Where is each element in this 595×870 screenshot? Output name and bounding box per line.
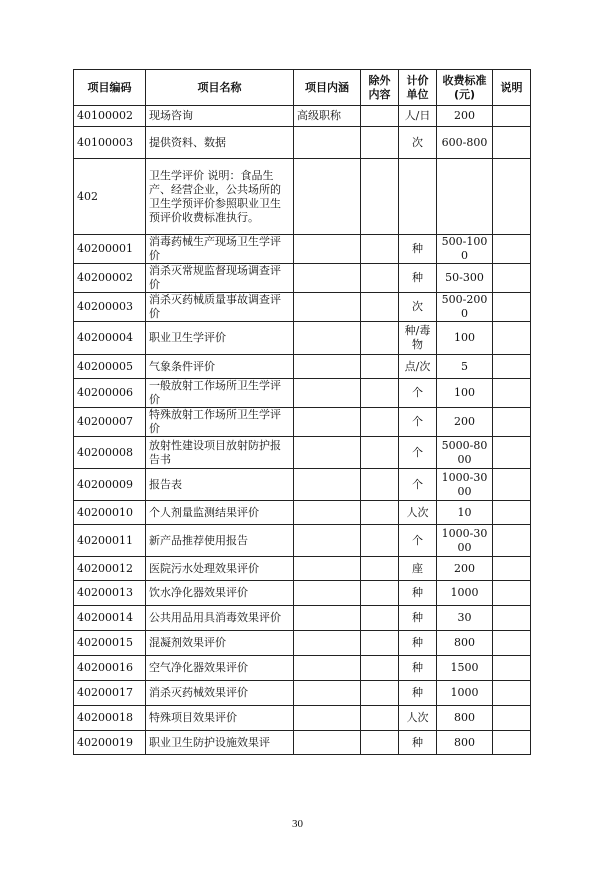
row-code: 40200013 bbox=[74, 581, 146, 606]
row-content bbox=[294, 469, 361, 501]
row-note bbox=[493, 408, 531, 437]
table-row bbox=[74, 469, 531, 501]
row-excluded bbox=[361, 293, 399, 322]
table-row bbox=[74, 501, 531, 525]
row-unit: 人/日 bbox=[399, 106, 437, 127]
row-excluded bbox=[361, 501, 399, 525]
row-excluded bbox=[361, 379, 399, 408]
table-row bbox=[74, 437, 531, 469]
row-note bbox=[493, 379, 531, 408]
row-name: 空气净化器效果评价 bbox=[146, 656, 294, 681]
row-content bbox=[294, 731, 361, 755]
row-note bbox=[493, 235, 531, 264]
row-excluded bbox=[361, 706, 399, 731]
header-unit: 计价单位 bbox=[399, 70, 437, 106]
row-code: 40200010 bbox=[74, 501, 146, 525]
row-excluded bbox=[361, 235, 399, 264]
row-fee: 800 bbox=[437, 706, 493, 731]
table-row bbox=[74, 293, 531, 322]
row-content: 高级职称 bbox=[294, 106, 361, 127]
row-code: 40200007 bbox=[74, 408, 146, 437]
row-code: 40200005 bbox=[74, 355, 146, 379]
row-excluded bbox=[361, 355, 399, 379]
row-fee: 100 bbox=[437, 322, 493, 355]
row-fee: 1000-3000 bbox=[437, 469, 493, 501]
row-unit: 种 bbox=[399, 606, 437, 631]
row-note bbox=[493, 731, 531, 755]
row-note bbox=[493, 631, 531, 656]
row-fee: 800 bbox=[437, 731, 493, 755]
row-fee: 100 bbox=[437, 379, 493, 408]
row-name: 饮水净化器效果评价 bbox=[146, 581, 294, 606]
row-unit: 种 bbox=[399, 235, 437, 264]
row-fee: 10 bbox=[437, 501, 493, 525]
row-unit: 种 bbox=[399, 731, 437, 755]
row-unit: 个 bbox=[399, 437, 437, 469]
row-unit: 个 bbox=[399, 379, 437, 408]
row-note bbox=[493, 525, 531, 557]
row-unit: 个 bbox=[399, 525, 437, 557]
row-unit: 个 bbox=[399, 408, 437, 437]
row-excluded bbox=[361, 581, 399, 606]
row-content bbox=[294, 127, 361, 159]
row-unit bbox=[399, 159, 437, 235]
row-excluded bbox=[361, 681, 399, 706]
row-name: 医院污水处理效果评价 bbox=[146, 557, 294, 581]
row-code: 40200004 bbox=[74, 322, 146, 355]
row-code: 40200009 bbox=[74, 469, 146, 501]
row-code: 40200018 bbox=[74, 706, 146, 731]
row-excluded bbox=[361, 557, 399, 581]
table-body bbox=[74, 106, 531, 755]
row-code: 40200008 bbox=[74, 437, 146, 469]
row-content bbox=[294, 355, 361, 379]
row-name: 消毒药械生产现场卫生学评价 bbox=[146, 235, 294, 264]
header-fee: 收费标准(元) bbox=[437, 70, 493, 106]
table-row bbox=[74, 379, 531, 408]
row-name: 消杀灭药械质量事故调查评价 bbox=[146, 293, 294, 322]
row-fee: 1000-3000 bbox=[437, 525, 493, 557]
table-row bbox=[74, 656, 531, 681]
row-code: 40100002 bbox=[74, 106, 146, 127]
row-excluded bbox=[361, 631, 399, 656]
row-fee: 5 bbox=[437, 355, 493, 379]
row-excluded bbox=[361, 656, 399, 681]
row-excluded bbox=[361, 159, 399, 235]
row-unit: 种 bbox=[399, 631, 437, 656]
table-row bbox=[74, 581, 531, 606]
table-row bbox=[74, 557, 531, 581]
row-fee: 1000 bbox=[437, 581, 493, 606]
table-row bbox=[74, 127, 531, 159]
table-row bbox=[74, 631, 531, 656]
row-unit: 次 bbox=[399, 293, 437, 322]
row-unit: 种 bbox=[399, 681, 437, 706]
row-name: 职业卫生学评价 bbox=[146, 322, 294, 355]
row-content bbox=[294, 656, 361, 681]
header-note: 说明 bbox=[493, 70, 531, 106]
row-fee: 800 bbox=[437, 631, 493, 656]
row-content bbox=[294, 706, 361, 731]
row-content bbox=[294, 525, 361, 557]
row-excluded bbox=[361, 264, 399, 293]
row-note bbox=[493, 557, 531, 581]
row-note bbox=[493, 437, 531, 469]
row-name: 消杀灭药械效果评价 bbox=[146, 681, 294, 706]
page-number: 30 bbox=[292, 818, 303, 830]
row-unit: 座 bbox=[399, 557, 437, 581]
row-fee: 50-300 bbox=[437, 264, 493, 293]
row-content bbox=[294, 293, 361, 322]
row-content bbox=[294, 681, 361, 706]
row-note bbox=[493, 322, 531, 355]
row-note bbox=[493, 106, 531, 127]
row-excluded bbox=[361, 606, 399, 631]
row-note bbox=[493, 581, 531, 606]
row-note bbox=[493, 264, 531, 293]
row-name: 公共用品用具消毒效果评价 bbox=[146, 606, 294, 631]
row-code: 40200016 bbox=[74, 656, 146, 681]
row-excluded bbox=[361, 408, 399, 437]
row-name: 一般放射工作场所卫生学评价 bbox=[146, 379, 294, 408]
row-excluded bbox=[361, 106, 399, 127]
header-code: 项目编码 bbox=[74, 70, 146, 106]
row-name: 提供资料、数据 bbox=[146, 127, 294, 159]
row-content bbox=[294, 501, 361, 525]
row-fee: 5000-8000 bbox=[437, 437, 493, 469]
row-excluded bbox=[361, 731, 399, 755]
row-name: 新产品推荐使用报告 bbox=[146, 525, 294, 557]
table-row bbox=[74, 706, 531, 731]
row-code: 40200002 bbox=[74, 264, 146, 293]
row-fee bbox=[437, 159, 493, 235]
row-name: 混凝剂效果评价 bbox=[146, 631, 294, 656]
row-content bbox=[294, 437, 361, 469]
row-fee: 500-2000 bbox=[437, 293, 493, 322]
row-name: 个人剂量监测结果评价 bbox=[146, 501, 294, 525]
row-code: 40200019 bbox=[74, 731, 146, 755]
row-unit: 种 bbox=[399, 581, 437, 606]
row-excluded bbox=[361, 437, 399, 469]
row-name: 放射性建设项目放射防护报告书 bbox=[146, 437, 294, 469]
row-content bbox=[294, 159, 361, 235]
table-row bbox=[74, 106, 531, 127]
row-note bbox=[493, 469, 531, 501]
row-unit: 个 bbox=[399, 469, 437, 501]
row-content bbox=[294, 235, 361, 264]
row-excluded bbox=[361, 525, 399, 557]
row-unit: 种/毒物 bbox=[399, 322, 437, 355]
row-excluded bbox=[361, 469, 399, 501]
row-code: 40200017 bbox=[74, 681, 146, 706]
table-row bbox=[74, 264, 531, 293]
row-unit: 点/次 bbox=[399, 355, 437, 379]
row-fee: 500-1000 bbox=[437, 235, 493, 264]
row-name: 气象条件评价 bbox=[146, 355, 294, 379]
row-content bbox=[294, 606, 361, 631]
table-row bbox=[74, 235, 531, 264]
row-note bbox=[493, 501, 531, 525]
table-row bbox=[74, 355, 531, 379]
row-content bbox=[294, 379, 361, 408]
row-unit: 种 bbox=[399, 656, 437, 681]
row-name: 卫生学评价 说明：食品生产、经营企业，公共场所的卫生学预评价参照职业卫生预评价收费标准执行。 bbox=[146, 159, 294, 235]
table-row bbox=[74, 159, 531, 235]
row-fee: 200 bbox=[437, 557, 493, 581]
row-name: 特殊项目效果评价 bbox=[146, 706, 294, 731]
fee-schedule-table bbox=[73, 69, 531, 755]
row-content bbox=[294, 557, 361, 581]
row-note bbox=[493, 656, 531, 681]
row-code: 40100003 bbox=[74, 127, 146, 159]
header-name: 项目名称 bbox=[146, 70, 294, 106]
row-note bbox=[493, 127, 531, 159]
row-fee: 1000 bbox=[437, 681, 493, 706]
table-header-row bbox=[74, 70, 531, 106]
row-code: 40200014 bbox=[74, 606, 146, 631]
row-unit: 人次 bbox=[399, 501, 437, 525]
row-code: 40200015 bbox=[74, 631, 146, 656]
row-note bbox=[493, 355, 531, 379]
row-fee: 200 bbox=[437, 408, 493, 437]
table-row bbox=[74, 525, 531, 557]
table-row bbox=[74, 408, 531, 437]
row-code: 402 bbox=[74, 159, 146, 235]
row-note bbox=[493, 293, 531, 322]
header-content: 项目内涵 bbox=[294, 70, 361, 106]
row-code: 40200003 bbox=[74, 293, 146, 322]
row-fee: 200 bbox=[437, 106, 493, 127]
table-row bbox=[74, 731, 531, 755]
row-note bbox=[493, 681, 531, 706]
table-row bbox=[74, 322, 531, 355]
row-name: 报告表 bbox=[146, 469, 294, 501]
row-excluded bbox=[361, 127, 399, 159]
row-content bbox=[294, 322, 361, 355]
row-note bbox=[493, 159, 531, 235]
row-unit: 次 bbox=[399, 127, 437, 159]
row-name: 现场咨询 bbox=[146, 106, 294, 127]
row-content bbox=[294, 264, 361, 293]
row-unit: 种 bbox=[399, 264, 437, 293]
row-code: 40200006 bbox=[74, 379, 146, 408]
row-content bbox=[294, 581, 361, 606]
table-row bbox=[74, 681, 531, 706]
row-fee: 600-800 bbox=[437, 127, 493, 159]
row-code: 40200011 bbox=[74, 525, 146, 557]
row-unit: 人次 bbox=[399, 706, 437, 731]
row-name: 特殊放射工作场所卫生学评价 bbox=[146, 408, 294, 437]
row-content bbox=[294, 631, 361, 656]
row-excluded bbox=[361, 322, 399, 355]
row-code: 40200001 bbox=[74, 235, 146, 264]
header-excluded: 除外内容 bbox=[361, 70, 399, 106]
row-name: 消杀灭常规监督现场调查评价 bbox=[146, 264, 294, 293]
row-name: 职业卫生防护设施效果评 bbox=[146, 731, 294, 755]
row-fee: 1500 bbox=[437, 656, 493, 681]
table-row bbox=[74, 606, 531, 631]
row-code: 40200012 bbox=[74, 557, 146, 581]
row-fee: 30 bbox=[437, 606, 493, 631]
row-note bbox=[493, 706, 531, 731]
row-content bbox=[294, 408, 361, 437]
row-note bbox=[493, 606, 531, 631]
